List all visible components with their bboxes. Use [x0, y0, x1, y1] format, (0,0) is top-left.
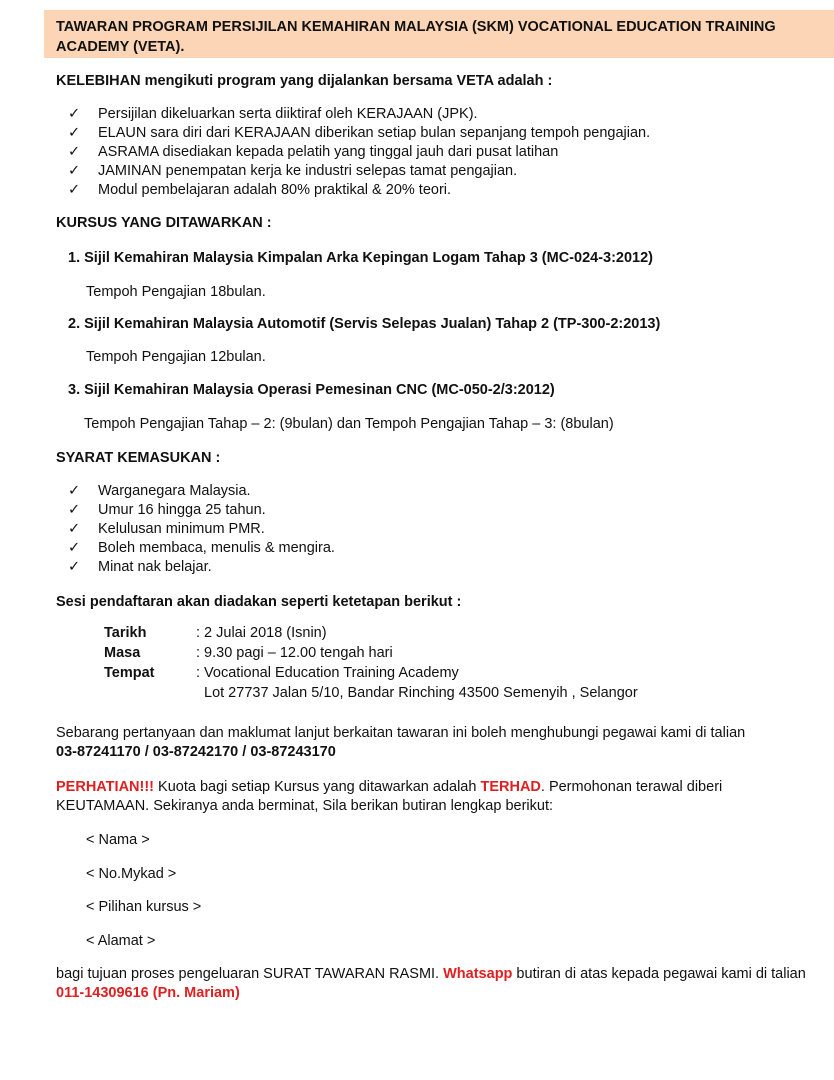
list-item: ✓ JAMINAN penempatan kerja ke industri selepas tamat pengajian.: [68, 163, 518, 179]
registration-place-row: [104, 664, 638, 684]
field-mykad: < No.Mykad >: [86, 866, 177, 882]
footer-text: bagi tujuan proses pengeluaran SURAT TAWARAN RASMI.: [56, 966, 444, 982]
course-duration: Tempoh Pengajian 18bulan.: [86, 284, 266, 300]
check-mark-icon: ✓: [68, 106, 81, 122]
notice-text: . Permohonan terawal diberi KEUTAMAAN. Sekiranya anda berminat, Sila berikan butiran lengkap berikut:: [56, 779, 723, 814]
registration-address-row: [104, 684, 638, 704]
course-duration: Tempoh Pengajian 12bulan.: [86, 349, 266, 365]
benefits-heading: KELEBIHAN mengikuti program yang dijalankan bersama VETA adalah :: [56, 73, 553, 89]
check-mark-icon: ✓: [68, 559, 81, 575]
notice-alert: PERHATIAN!!!: [56, 779, 154, 795]
field-course-choice: < Pilihan kursus >: [86, 899, 202, 915]
registration-heading: Sesi pendaftaran akan diadakan seperti ketetapan berikut :: [56, 594, 462, 610]
check-mark-icon: ✓: [68, 483, 81, 499]
list-item: ✓ Umur 16 hingga 25 tahun.: [68, 502, 266, 518]
place-value: : Vocational Education Training Academy: [196, 665, 459, 681]
requirements-list: [68, 482, 335, 577]
place-label: Tempat: [104, 665, 155, 681]
date-value: : 2 Julai 2018 (Isnin): [196, 625, 327, 641]
check-mark-icon: ✓: [68, 125, 81, 141]
registration-details: [104, 624, 638, 704]
footer-text: butiran di atas kepada pegawai kami di talian: [512, 966, 806, 982]
notice-paragraph: [56, 778, 816, 816]
list-item: ✓ Persijilan dikeluarkan serta diiktiraf oleh KERAJAAN (JPK).: [68, 106, 478, 122]
course-duration: Tempoh Pengajian Tahap – 2: (9bulan) dan Tempoh Pengajian Tahap – 3: (8bulan): [84, 416, 614, 432]
registration-time-row: [104, 644, 638, 664]
time-label: Masa: [104, 645, 141, 661]
list-item: ✓ ELAUN sara diri dari KERAJAAN diberikan setiap bulan sepanjang tempoh pengajian.: [68, 125, 651, 141]
notice-text: Kuota bagi setiap Kursus yang ditawarkan adalah: [154, 779, 481, 795]
contact-phones: 03-87241170 / 03-87242170 / 03-87243170: [56, 744, 336, 760]
check-mark-icon: ✓: [68, 521, 81, 537]
list-item: ✓ Minat nak belajar.: [68, 559, 212, 575]
whatsapp-label: Whatsapp: [443, 966, 513, 982]
list-item: ✓ ASRAMA disediakan kepada pelatih yang tinggal jauh dari pusat latihan: [68, 144, 559, 160]
place-address: Lot 27737 Jalan 5/10, Bandar Rinching 43500 Semenyih , Selangor: [204, 685, 638, 701]
field-name: < Nama >: [86, 832, 150, 848]
course-title: 3. Sijil Kemahiran Malaysia Operasi Pemesinan CNC (MC-050-2/3:2012): [68, 382, 555, 398]
footer-paragraph: [56, 965, 816, 1003]
notice-limited: TERHAD: [480, 779, 541, 795]
whatsapp-phone: 011-14309616 (Pn. Mariam): [56, 985, 240, 1001]
check-mark-icon: ✓: [68, 502, 81, 518]
courses-heading: KURSUS YANG DITAWARKAN :: [56, 215, 272, 231]
list-item: ✓ Kelulusan minimum PMR.: [68, 521, 265, 537]
document-title: TAWARAN PROGRAM PERSIJILAN KEMAHIRAN MALAYSIA (SKM) VOCATIONAL EDUCATION TRAINING ACADEMY (VETA).: [56, 19, 776, 55]
contact-text: Sebarang pertanyaan dan maklumat lanjut berkaitan tawaran ini boleh menghubungi pegawai kami di talian: [56, 725, 746, 741]
check-mark-icon: ✓: [68, 144, 81, 160]
contact-paragraph: [56, 724, 816, 762]
course-title: 2. Sijil Kemahiran Malaysia Automotif (Servis Selepas Jualan) Tahap 2 (TP-300-2:2013): [68, 316, 661, 332]
date-label: Tarikh: [104, 625, 147, 641]
check-mark-icon: ✓: [68, 182, 81, 198]
list-item: ✓ Warganegara Malaysia.: [68, 483, 251, 499]
requirements-heading: SYARAT KEMASUKAN :: [56, 450, 221, 466]
check-mark-icon: ✓: [68, 540, 81, 556]
benefits-list: [68, 105, 650, 200]
registration-date-row: [104, 624, 638, 644]
time-value: : 9.30 pagi – 12.00 tengah hari: [196, 645, 393, 661]
list-item: ✓ Modul pembelajaran adalah 80% praktikal & 20% teori.: [68, 182, 452, 198]
check-mark-icon: ✓: [68, 163, 81, 179]
field-address: < Alamat >: [86, 933, 156, 949]
course-title: 1. Sijil Kemahiran Malaysia Kimpalan Arka Kepingan Logam Tahap 3 (MC-024-3:2012): [68, 250, 654, 266]
list-item: ✓ Boleh membaca, menulis & mengira.: [68, 540, 335, 556]
